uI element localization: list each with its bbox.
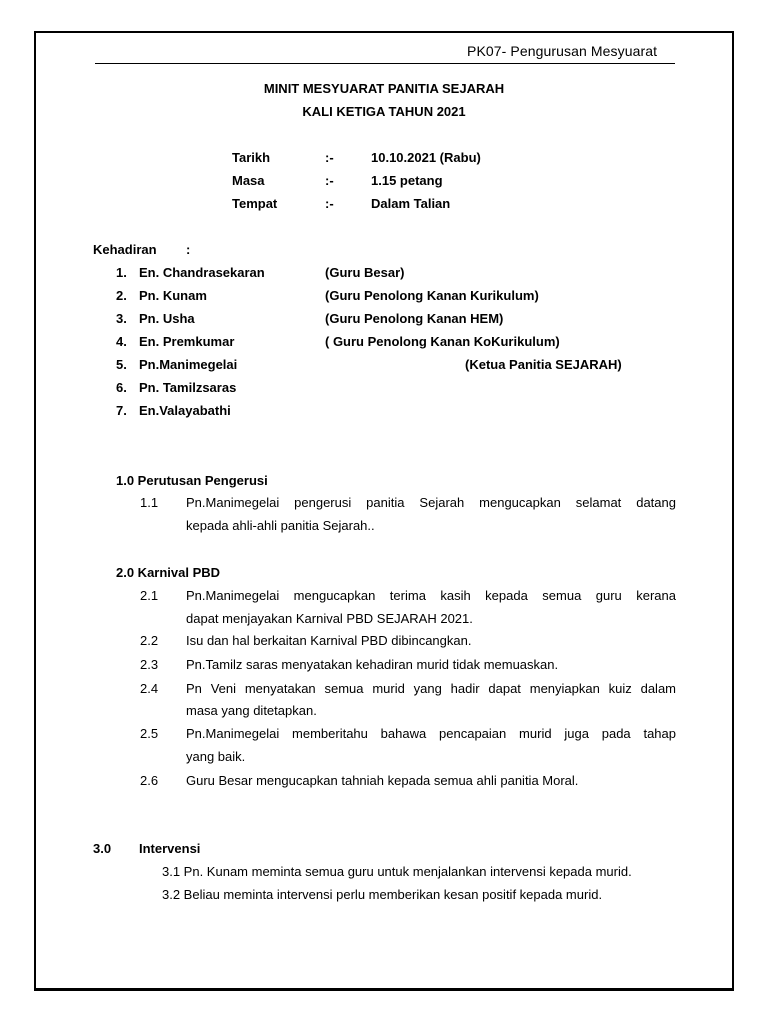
member-name: Pn. Usha xyxy=(139,311,195,326)
section-heading: 2.0 Karnival PBD xyxy=(116,565,221,580)
attendance-heading: Kehadiran xyxy=(93,242,157,257)
item-text: 3.1 Pn. Kunam meminta semua guru untuk menjalankan intervensi kepada murid. xyxy=(162,864,632,879)
member-number: 4. xyxy=(116,334,127,349)
item-number: 2.4 xyxy=(140,681,159,696)
item-text: Pn.Manimegelai memberitahu bahawa pencapaian murid juga pada tahap xyxy=(186,726,676,741)
section-heading: 1.0 Perutusan Pengerusi xyxy=(116,473,268,488)
meta-value: Dalam Talian xyxy=(371,196,451,211)
member-name: En. Chandrasekaran xyxy=(139,265,265,280)
meta-label: Masa xyxy=(232,173,265,188)
section-heading: Intervensi xyxy=(139,841,201,856)
item-text: Pn Veni menyatakan semua murid yang hadir dapat menyiapkan kuiz dalam xyxy=(186,681,676,696)
item-number: 2.1 xyxy=(140,588,159,603)
member-role: (Guru Penolong Kanan HEM) xyxy=(325,311,504,326)
item-text: Pn.Tamilz saras menyatakan kehadiran murid tidak memuaskan. xyxy=(186,657,559,672)
item-text: yang baik. xyxy=(186,749,246,764)
item-number: 2.6 xyxy=(140,773,159,788)
item-text: kepada ahli-ahli panitia Sejarah.. xyxy=(186,518,375,533)
item-number: 2.5 xyxy=(140,726,159,741)
item-text: Pn.Manimegelai pengerusi panitia Sejarah mengucapkan selamat datang xyxy=(186,495,676,510)
member-role: (Guru Besar) xyxy=(325,265,405,280)
title-line-1: MINIT MESYUARAT PANITIA SEJARAH xyxy=(263,81,505,96)
meta-sep: :- xyxy=(325,196,334,211)
item-text: 3.2 Beliau meminta intervensi perlu memberikan kesan positif kepada murid. xyxy=(162,887,603,902)
meta-value: 1.15 petang xyxy=(371,173,443,188)
member-role: ( Guru Penolong Kanan KoKurikulum) xyxy=(325,334,560,349)
title-line-2: KALI KETIGA TAHUN 2021 xyxy=(302,104,466,119)
member-number: 2. xyxy=(116,288,127,303)
member-number: 3. xyxy=(116,311,127,326)
item-text: Guru Besar mengucapkan tahniah kepada semua ahli panitia Moral. xyxy=(186,773,579,788)
item-text: masa yang ditetapkan. xyxy=(186,703,317,718)
header-rule xyxy=(95,63,675,64)
meta-value: 10.10.2021 (Rabu) xyxy=(371,150,481,165)
member-name: En. Premkumar xyxy=(139,334,235,349)
header-code: PK07- Pengurusan Mesyuarat xyxy=(467,43,658,59)
item-number: 1.1 xyxy=(140,495,159,510)
meta-label: Tempat xyxy=(232,196,278,211)
member-number: 5. xyxy=(116,357,127,372)
member-role: (Guru Penolong Kanan Kurikulum) xyxy=(325,288,539,303)
member-number: 6. xyxy=(116,380,127,395)
item-text: dapat menjayakan Karnival PBD SEJARAH 2021. xyxy=(186,611,473,626)
member-name: Pn.Manimegelai xyxy=(139,357,238,372)
attendance-colon: : xyxy=(186,242,191,257)
member-name: Pn. Kunam xyxy=(139,288,207,303)
member-role: (Ketua Panitia SEJARAH) xyxy=(465,357,622,372)
meta-sep: :- xyxy=(325,173,334,188)
item-number: 2.2 xyxy=(140,633,159,648)
member-name: Pn. Tamilzsaras xyxy=(139,380,237,395)
section-number: 3.0 xyxy=(93,841,112,856)
item-number: 2.3 xyxy=(140,657,159,672)
item-text: Pn.Manimegelai mengucapkan terima kasih kepada semua guru kerana xyxy=(186,588,676,603)
item-text: Isu dan hal berkaitan Karnival PBD dibincangkan. xyxy=(186,633,472,648)
member-number: 1. xyxy=(116,265,127,280)
meta-label: Tarikh xyxy=(232,150,271,165)
meta-sep: :- xyxy=(325,150,334,165)
member-number: 7. xyxy=(116,403,127,418)
member-name: En.Valayabathi xyxy=(139,403,231,418)
